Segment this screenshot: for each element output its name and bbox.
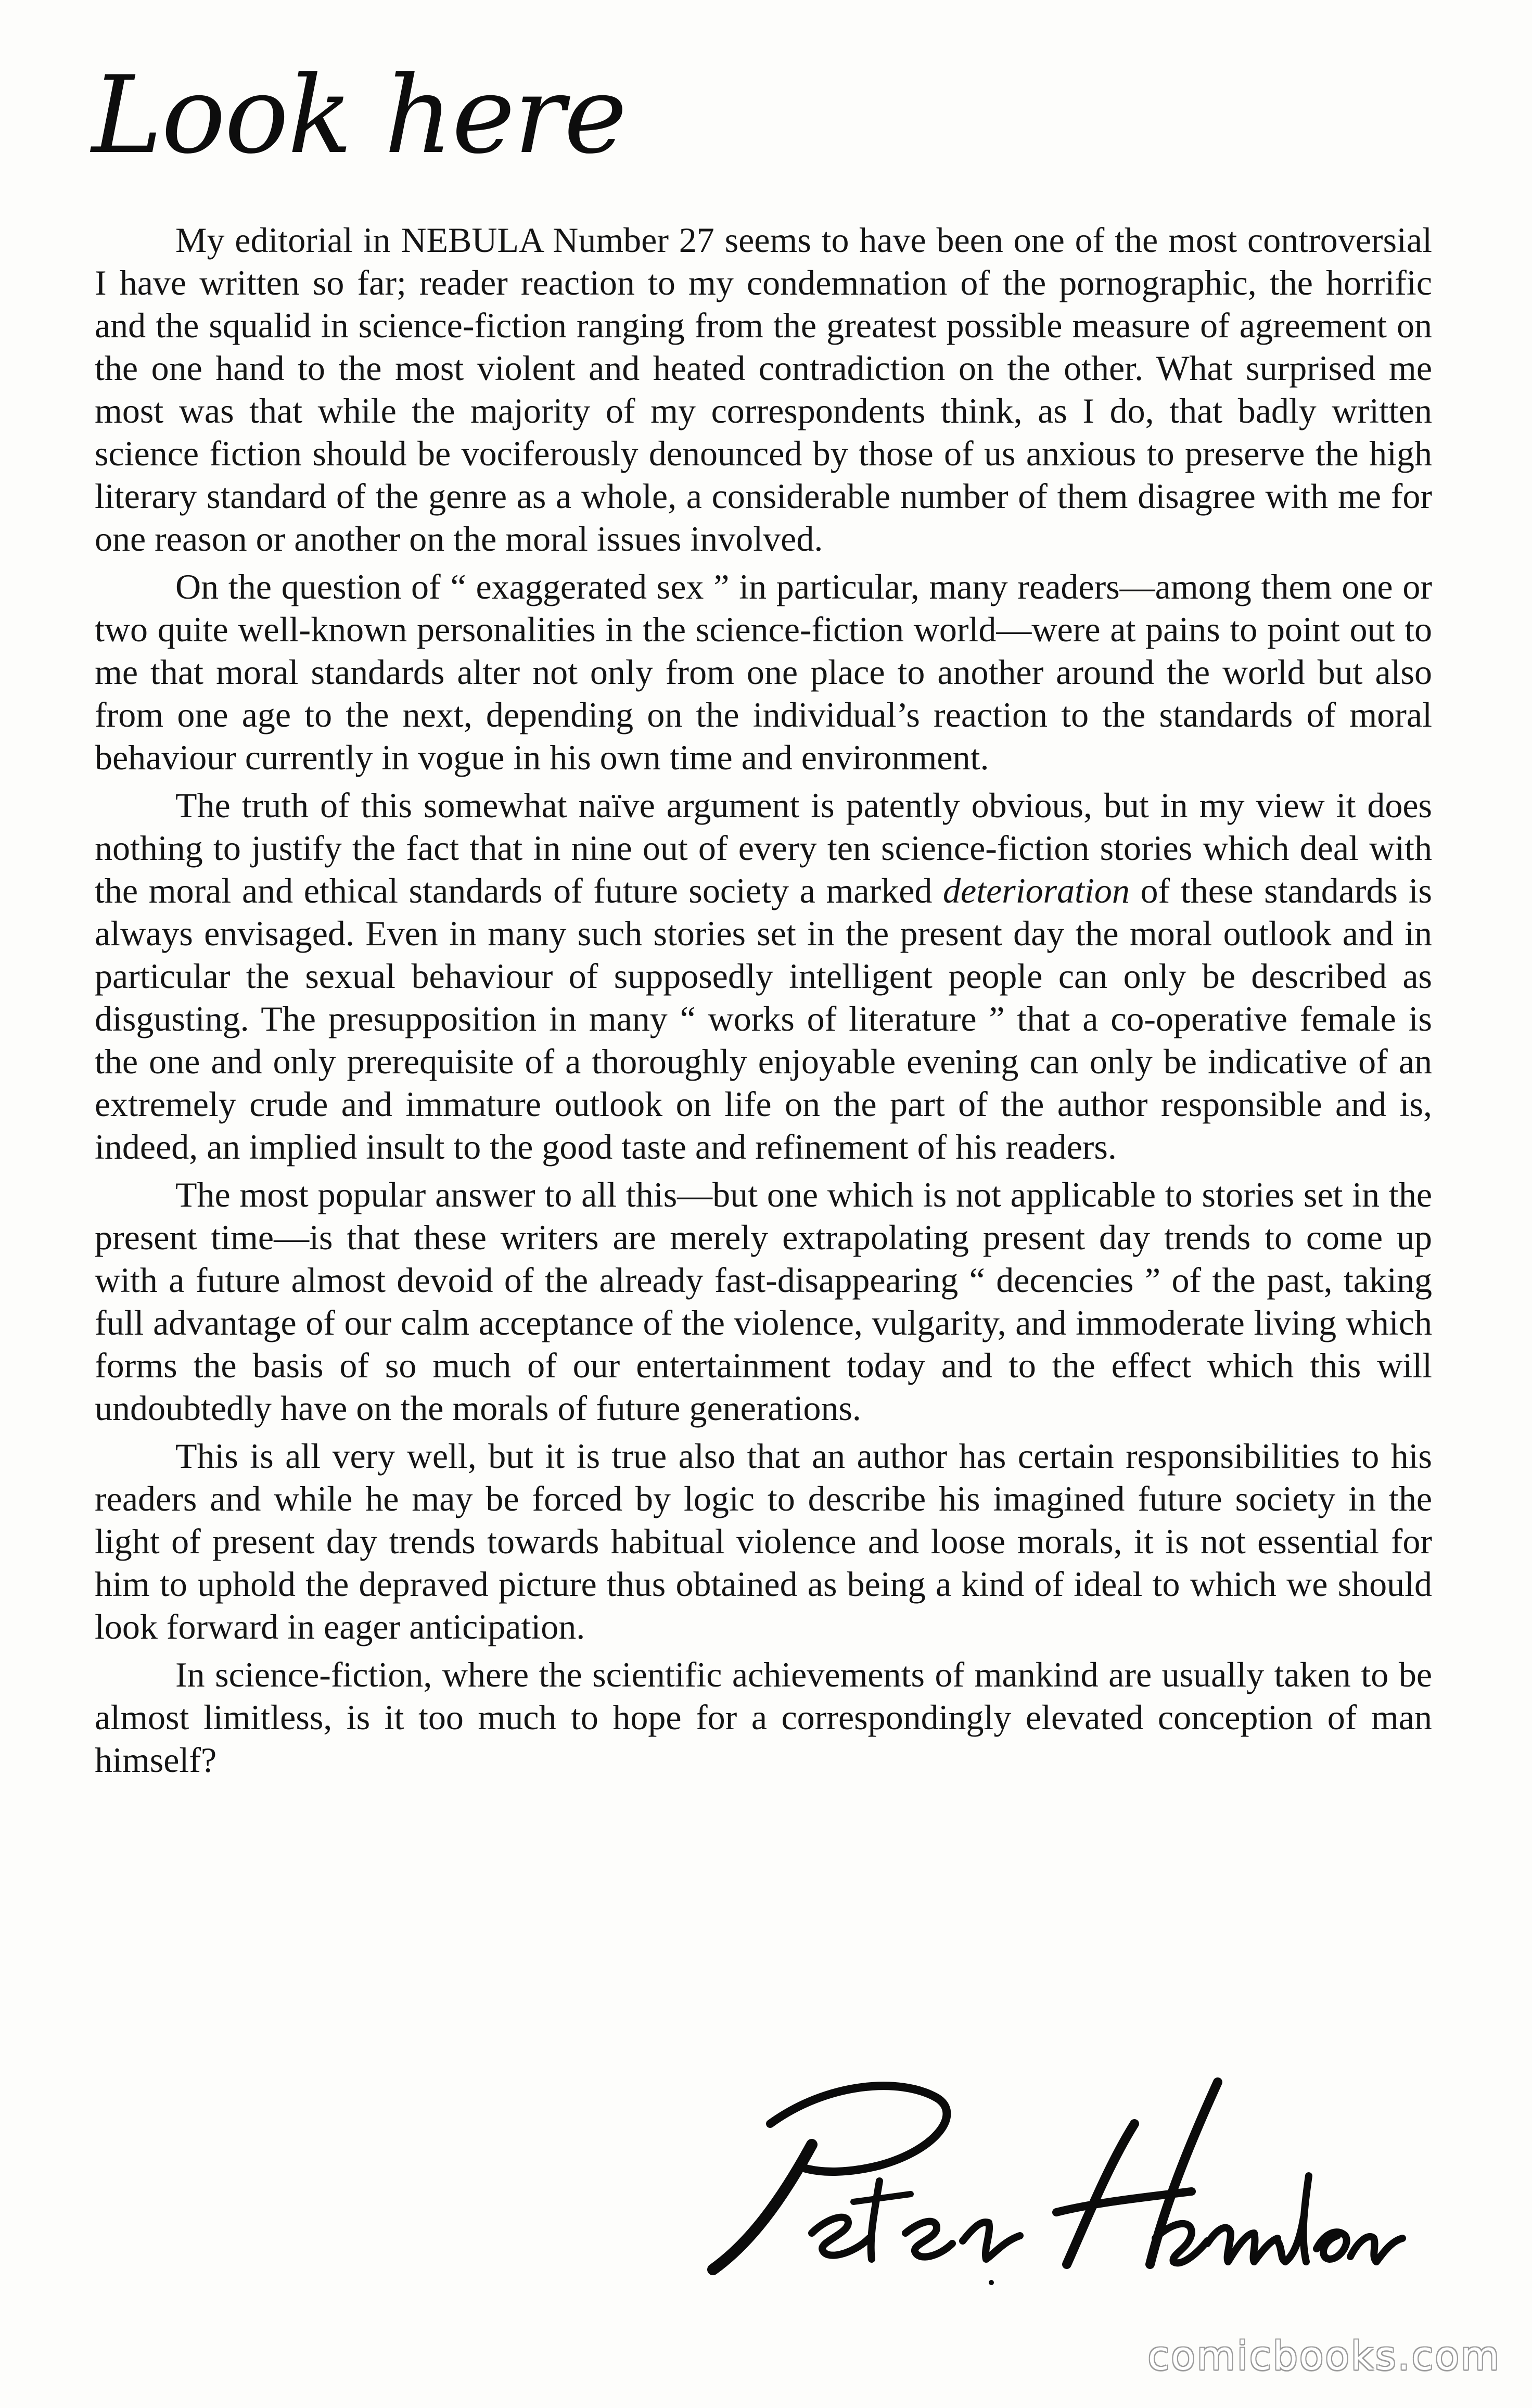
paragraph-4: The most popular answer to all this—but one which is not applicable to stories set in the present time—is that these writers are merely extrapolating present day trends to come up with a future almost devoid of the already fast-disappearing “ decencies ” of the past, taking full advantage of our calm acceptance of the violence, vulgarity, and immoderate living which forms the basis of so much of our entertainment today and to the effect which this will undoubtedly have on the morals of future generations. [95,1175,1432,1428]
paragraph-3 [95,784,1432,1168]
paragraph-3-emphasis: deterioration [943,871,1130,910]
paragraph-1: My editorial in NEBULA Number 27 seems to have been one of the most controversial I have written so far; reader reaction to my condemnation of the pornographic, the horrific and the squalid in science-fiction ranging from the greatest possible measure of agreement on the one hand to the most violent and heated contradiction on the other. What surprised me most was that while the majority of my correspondents think, as I do, that badly written science fiction should be vociferously denounced by those of us anxious to preserve the high literary standard of the genre as a whole, a considerable number of them disagree with me for one reason or another on the moral issues involved. [95,220,1432,559]
paragraph-6: In science-fiction, where the scientific achievements of mankind are usually taken to be almost limitless, is it too much to hope for a correspondingly elevated conception of man himself? [95,1655,1432,1780]
paragraph-3-rest: of these standards is always envisaged. Even in many such stories set in the present day the moral outlook and in particular the sexual behaviour of supposedly intelligent people can only be described as disgusting. The presupposition in many “ works of literature ” that a co-operative female is the one and only prerequisite of a thoroughly enjoyable evening can only be indicative of an extremely crude and immature outlook on life on the part of the author responsible and is, indeed, an implied insult to the good taste and refinement of his readers. [95,871,1432,1167]
paragraph-2: On the question of “ exaggerated sex ” in particular, many readers—among them one or two quite well-known personalities in the science-fiction world—were at pains to point out to me that moral standards alter not only from one place to another around the world but also from one age to the next, depending on the individual’s reaction to the standards of moral behaviour currently in vogue in his own time and environment. [95,567,1432,777]
editorial-body [95,219,1432,1786]
paragraph-3-lead: The truth of this somewhat naïve argument is patently obvious, but in my view it does nothing to justify the fact that in nine out of every ten science-fiction stories which deal with the moral and ethical standards of future society a marked [95,785,1432,910]
paragraph-5: This is all very well, but it is true also that an author has certain responsibilities to his readers and while he may be forced by logic to describe his imagined future society in the light of present day trends towards habitual violence and loose morals, it is not essential for him to uphold the depraved picture thus obtained as being a kind of ideal to which we should look forward in eager anticipation. [95,1436,1432,1646]
site-watermark: comicbooks.com [1147,2333,1501,2379]
editorial-heading: Look here [92,54,627,178]
handwritten-signature-icon [692,2061,1410,2285]
